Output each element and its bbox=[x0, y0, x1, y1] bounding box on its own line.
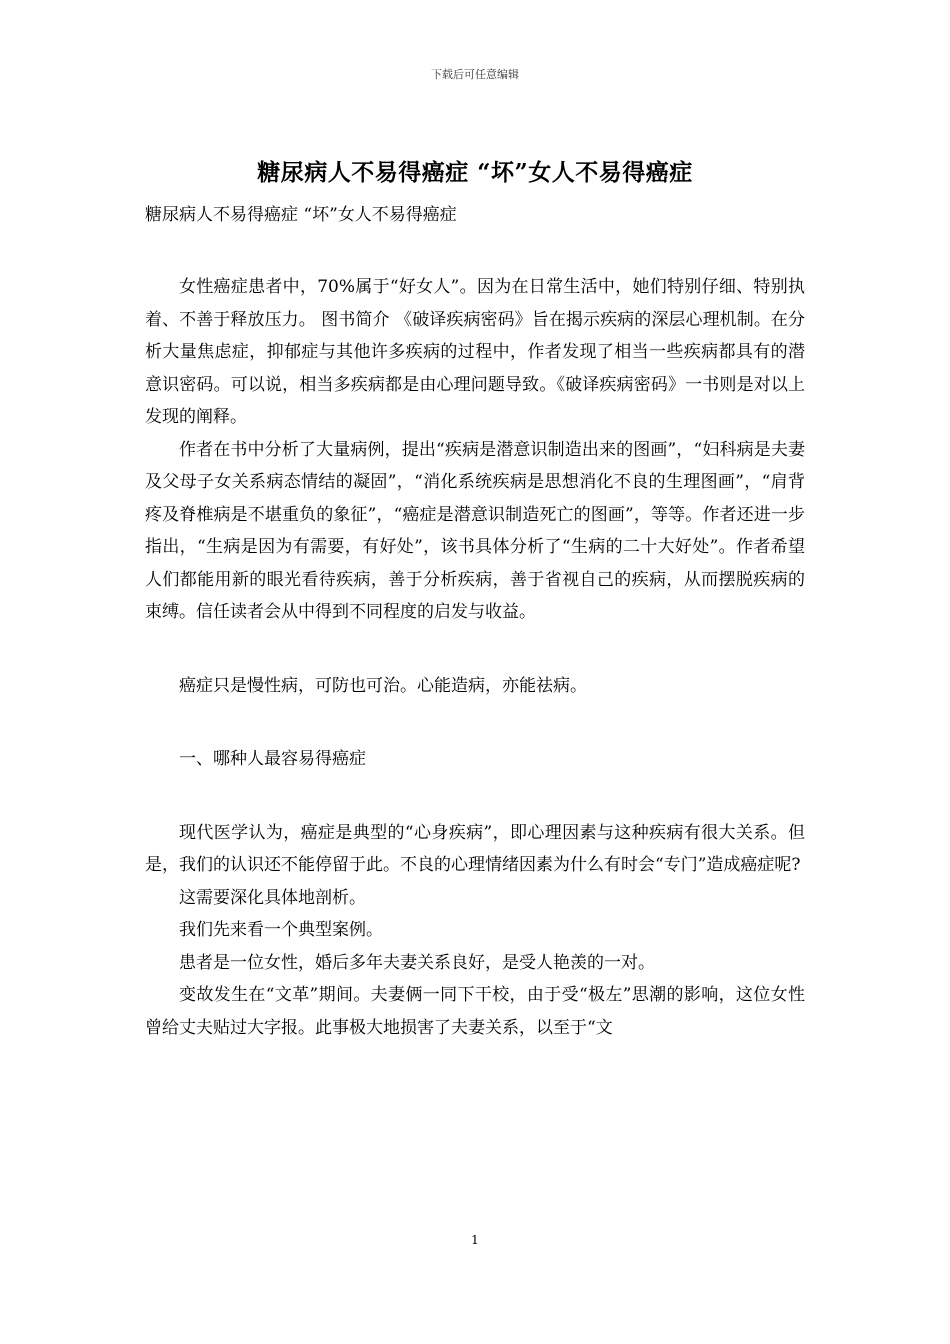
paragraph-patient: 患者是一位女性，婚后多年夫妻关系良好，是受人艳羡的一对。 bbox=[179, 952, 655, 973]
document-body bbox=[145, 271, 805, 1044]
paragraph-analysis: 这需要深化具体地剖析。 bbox=[179, 887, 366, 908]
section-heading: 一、哪种人最容易得癌症 bbox=[179, 749, 366, 769]
paragraph-intro: 女性癌症患者中，70%属于“好女人”。因为在日常生活中，她们特别仔细、特别执着、不善于释放压力。 图书简介 《破译疾病密码》旨在揭示疾病的深层心理机制。在分析大量焦虑症，抑郁症与其他许多疾病的过程中，作者发现了相当一些疾病都具有的潜意识密码。可以说，相当多疾病都是由心理问题导致。《破译疾病密码》一书则是对以上发现的阐释。 bbox=[145, 277, 805, 427]
paragraph-gap bbox=[145, 629, 805, 670]
paragraph-gap bbox=[145, 776, 805, 817]
paragraph-book-summary: 作者在书中分析了大量病例，提出“疾病是潜意识制造出来的图画”，“妇科病是夫妻及父母子女关系病态情结的凝固”，“消化系统疾病是思想消化不良的生理图画”，“肩背疼及脊椎病是不堪重负的象征”，“癌症是潜意识制造死亡的图画”，等等。作者还进一步指出，“生病是因为有需要，有好处”，该书具体分析了“生病的二十大好处”。作者希望人们都能用新的眼光看待疾病，善于分析疾病，善于省视自己的疾病，从而摆脱疾病的束缚。信任读者会从中得到不同程度的启发与收益。 bbox=[145, 439, 805, 622]
document-subtitle: 糖尿病人不易得癌症 “坏”女人不易得癌症 bbox=[145, 205, 457, 225]
paragraph-gap bbox=[145, 702, 805, 743]
document-title: 糖尿病人不易得癌症 “坏”女人不易得癌症 bbox=[257, 159, 693, 186]
paragraph-cancer-chronic: 癌症只是慢性病，可防也可治。心能造病，亦能祛病。 bbox=[179, 675, 587, 696]
paragraph-case-intro: 我们先来看一个典型案例。 bbox=[179, 920, 383, 940]
paragraph-change: 变故发生在“文革”期间。夫妻俩一同下干校，由于受“极左”思潮的影响，这位女性曾给丈夫贴过大字报。此事极大地损害了夫妻关系，以至于“文 bbox=[145, 985, 805, 1038]
page-number: 1 bbox=[471, 1233, 479, 1247]
paragraph-modern-medicine: 现代医学认为，癌症是典型的“心身疾病”，即心理因素与这种疾病有很大关系。但是，我们的认识还不能停留于此。不良的心理情绪因素为什么有时会“专门”造成癌症呢? bbox=[145, 822, 805, 875]
page-header: 下载后可任意编辑 bbox=[431, 68, 519, 81]
